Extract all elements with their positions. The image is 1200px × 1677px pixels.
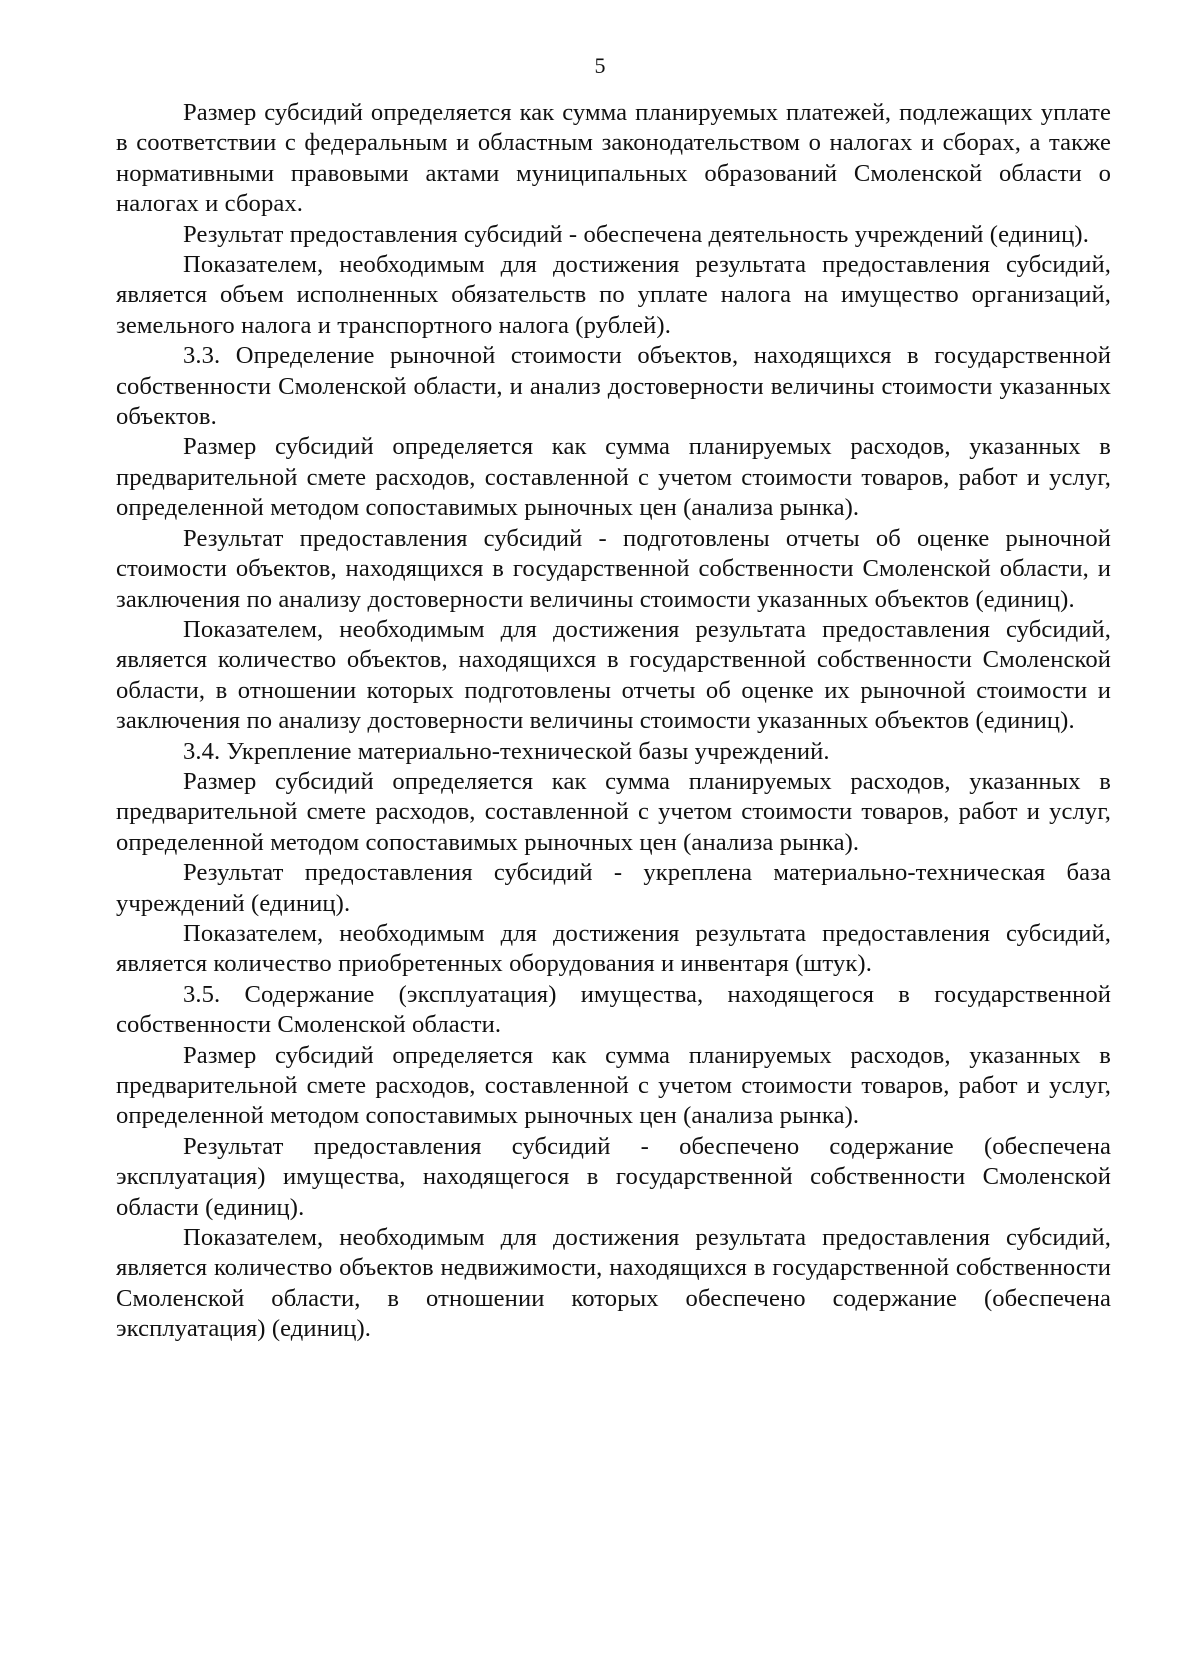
paragraph-result-maintenance: Результат предоставления субсидий - обеспечено содержание (обеспечена эксплуатация) имущества, находящегося в государственной собственности Смоленской области (единиц).: [116, 1132, 1111, 1221]
paragraph-result-institutions: Результат предоставления субсидий - обеспечена деятельность учреждений (единиц).: [183, 220, 1089, 248]
paragraph-subsidy-size-estimate-3-3: Размер субсидий определяется как сумма планируемых расходов, указанных в предварительной смете расходов, составленной с учетом стоимости товаров, работ и услуг, определенной методом сопоставимых рыночных цен (анализа рынка).: [116, 433, 1111, 522]
paragraph-subsidy-size-estimate-3-4: Размер субсидий определяется как сумма планируемых расходов, указанных в предварительной смете расходов, составленной с учетом стоимости товаров, работ и услуг, определенной методом сопоставимых рыночных цен (анализа рынка).: [116, 767, 1111, 856]
paragraph-result-material-base: Результат предоставления субсидий - укреплена материально-техническая база учреждений (единиц).: [116, 859, 1111, 917]
paragraph-indicator-tax-obligations: Показателем, необходимым для достижения результата предоставления субсидий, является объем исполненных обязательств по уплате налога на имущество организаций, земельного налога и транспортного налога (рублей).: [116, 251, 1111, 339]
paragraph-subsidy-size-estimate-3-5: Размер субсидий определяется как сумма планируемых расходов, указанных в предварительной смете расходов, составленной с учетом стоимости товаров, работ и услуг, определенной методом сопоставимых рыночных цен (анализа рынка).: [116, 1041, 1111, 1130]
section-3-3-heading: 3.3. Определение рыночной стоимости объектов, находящихся в государственной собственности Смоленской области, и анализ достоверности величины стоимости указанных объектов.: [116, 342, 1111, 431]
section-3-4-heading: 3.4. Укрепление материально-технической базы учреждений.: [183, 737, 830, 765]
section-3-5-heading: 3.5. Содержание (эксплуатация) имущества, находящегося в государственной собственности Смоленской области.: [116, 980, 1111, 1039]
paragraph-indicator-equipment: Показателем, необходимым для достижения результата предоставления субсидий, является количество приобретенных оборудования и инвентаря (штук).: [116, 919, 1111, 978]
page-number: 5: [594, 53, 606, 78]
paragraph-result-valuation-reports: Результат предоставления субсидий - подготовлены отчеты об оценке рыночной стоимости объектов, находящихся в государственной собственности Смоленской области, и заключения по анализу достоверности величины стоимости указанных объектов (единиц).: [116, 524, 1111, 613]
paragraph-subsidy-size-taxes: Размер субсидий определяется как сумма планируемых платежей, подлежащих уплате в соответствии с федеральным и областным законодательством о налогах и сборах, а также нормативными правовыми актами муниципальных образований Смоленской области о налогах и сборах.: [116, 99, 1111, 218]
paragraph-indicator-real-estate: Показателем, необходимым для достижения результата предоставления субсидий, является количество объектов недвижимости, находящихся в государственной собственности Смоленской области, в отношении которых обеспечено содержание (обеспечена эксплуатация) (единиц).: [116, 1224, 1111, 1343]
paragraph-indicator-valuation-objects: Показателем, необходимым для достижения результата предоставления субсидий, является количество объектов, находящихся в государственной собственности Смоленской области, в отношении которых подготовлены отчеты об оценке их рыночной стоимости и заключения по анализу достоверности величины стоимости указанных объектов (единиц).: [116, 615, 1111, 735]
document-body: [116, 98, 1111, 1345]
